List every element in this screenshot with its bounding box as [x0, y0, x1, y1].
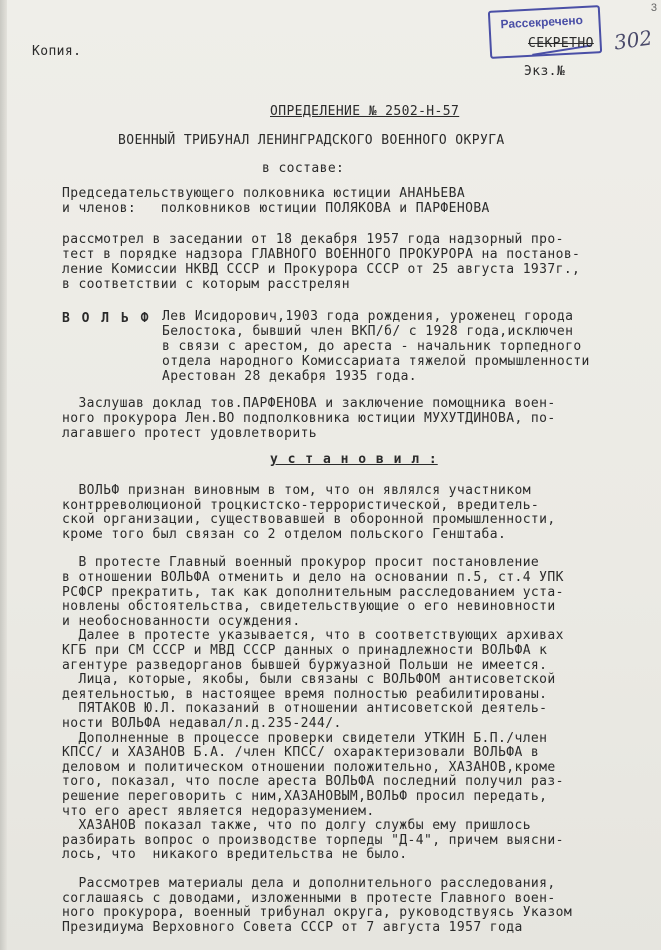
text-line: Председательствующего полковника юстиции АНАНЬЕВА [62, 186, 466, 201]
copy-number-label: Экз.№ [524, 64, 566, 79]
text-line: Лица, которые, якобы, были связаны с ВОЛЬФОМ антисоветской [62, 672, 556, 688]
court-name: ВОЕННЫЙ ТРИБУНАЛ ЛЕНИНГРАДСКОГО ВОЕННОГО ОКРУГА [118, 133, 505, 148]
text-line: КПСС/ и ХАЗАНОВ Б.А. /член КПСС/ охарактеризовали ВОЛЬФА в [62, 745, 540, 761]
document-title: ОПРЕДЕЛЕНИЕ № 2502-Н-57 [270, 104, 460, 119]
text-line: в связи с арестом, до ареста - начальник торпедного [162, 339, 582, 354]
text-line: новлены обстоятельства, свидетельствующие о его невиновности [62, 599, 556, 615]
accused-name: В О Л Ь Ф [62, 311, 151, 326]
text-line: ности ВОЛЬФА недавал/л.д.235-244/. [62, 715, 342, 731]
text-line: Заслушав доклад тов.ПАРФЕНОВА и заключение помощника воен- [62, 396, 556, 411]
text-line: лагавшего протест удовлетворить [62, 426, 318, 441]
established-label: у с т а н о в и л : [270, 452, 438, 467]
text-line: Далее в протесте указывается, что в соответствующих архивах [62, 628, 564, 644]
page-edge-shadow [0, 0, 7, 950]
text-line: разбирать вопрос о производстве торпеды "Д-4", причем выясни- [62, 832, 564, 848]
text-line: ного прокурора Лен.ВО подполковника юстиции МУХУТДИНОВА, по- [62, 411, 556, 426]
text-line: ление Комиссии НКВД СССР и Прокурора СССР от 25 августа 1937г., [62, 262, 581, 277]
text-line: агентуре разведорганов бывшей буржуазной Польши не имеется. [62, 657, 548, 673]
text-line: отдела народного Комиссариата тяжелой промышленности [162, 354, 590, 369]
copy-label: Копия. [32, 44, 82, 59]
text-line: ской организации, существовавшей в оборонной промышленности, [62, 512, 556, 528]
text-line: ного прокурора, военный трибунал округа, руководствуясь Указом [62, 905, 573, 921]
text-line: Дополненные в процессе проверки свидетели УТКИН Б.П./член [62, 730, 548, 746]
text-line: Рассмотрев материалы дела и дополнительного расследования, [62, 876, 556, 891]
text-line: деловом и политическом отношении положительно, ХАЗАНОВ,кроме [62, 759, 556, 775]
composition-label: в составе: [262, 161, 345, 176]
text-line: лось, что никакого вредительства не было. [62, 847, 408, 863]
text-line: РСФСР прекратить, так как дополнительным расследованием уста- [62, 584, 564, 600]
text-line: Белостока, бывший член ВКП/б/ с 1928 года,исключен [162, 324, 574, 339]
text-line: рассмотрел в заседании от 18 декабря 1957 года надзорный про- [62, 232, 564, 247]
text-line: деятельностью, в настоящее время полностью реабилитированы. [62, 686, 548, 702]
text-line: кроме того был связан со 2 отделом польского Генштаба. [62, 526, 507, 542]
text-line: и членов: полковников юстиции ПОЛЯКОВА и ПАРФЕНОВА [62, 201, 490, 216]
text-line: решение переговорить с ним,ХАЗАНОВЫМ,ВОЛЬФ просил передать, [62, 788, 548, 804]
text-line: В протесте Главный военный прокурор просит постановление [62, 555, 540, 571]
text-line: тест в порядке надзора ГЛАВНОГО ВОЕННОГО ПРОКУРОРА на постанов- [62, 247, 581, 262]
stamp-text: Рассекречено [500, 13, 584, 32]
text-line: КГБ при СМ СССР и МВД СССР данных о принадлежности ВОЛЬФА к [62, 642, 548, 658]
secret-label: СЕКРЕТНО [528, 36, 594, 51]
handwritten-folio-number: 302 [612, 25, 654, 55]
text-line: в отношении ВОЛЬФА отменить и дело на основании п.5, ст.4 УПК [62, 569, 564, 585]
text-line: ХАЗАНОВ показал также, что по долгу службы ему пришлось [62, 818, 531, 834]
text-line: ВОЛЬФ признан виновным в том, что он являлся участником [62, 483, 531, 498]
text-line: и необоснованности осуждения. [62, 613, 301, 629]
text-line: что его арест является недоразумением. [62, 803, 375, 819]
text-line: Лев Исидорович,1903 года рождения, уроженец города [162, 309, 574, 324]
text-line: контрреволюционой троцкистско-террористической, вредитель- [62, 497, 540, 513]
text-line: в соответствии с которым расстрелян [62, 277, 350, 292]
text-line: того, показал, что после ареста ВОЛЬФА последний получил раз- [62, 774, 564, 790]
text-line: Президиума Верховного Совета СССР от 7 августа 1957 года [62, 919, 523, 935]
text-line: соглашаясь с доводами, изложенными в протесте Главного воен- [62, 890, 556, 906]
page-number: 3 [650, 2, 657, 14]
text-line: Арестован 28 декабря 1935 года. [162, 369, 418, 384]
text-line: ПЯТАКОВ Ю.Л. показаний в отношении антисоветской деятель- [62, 701, 548, 717]
